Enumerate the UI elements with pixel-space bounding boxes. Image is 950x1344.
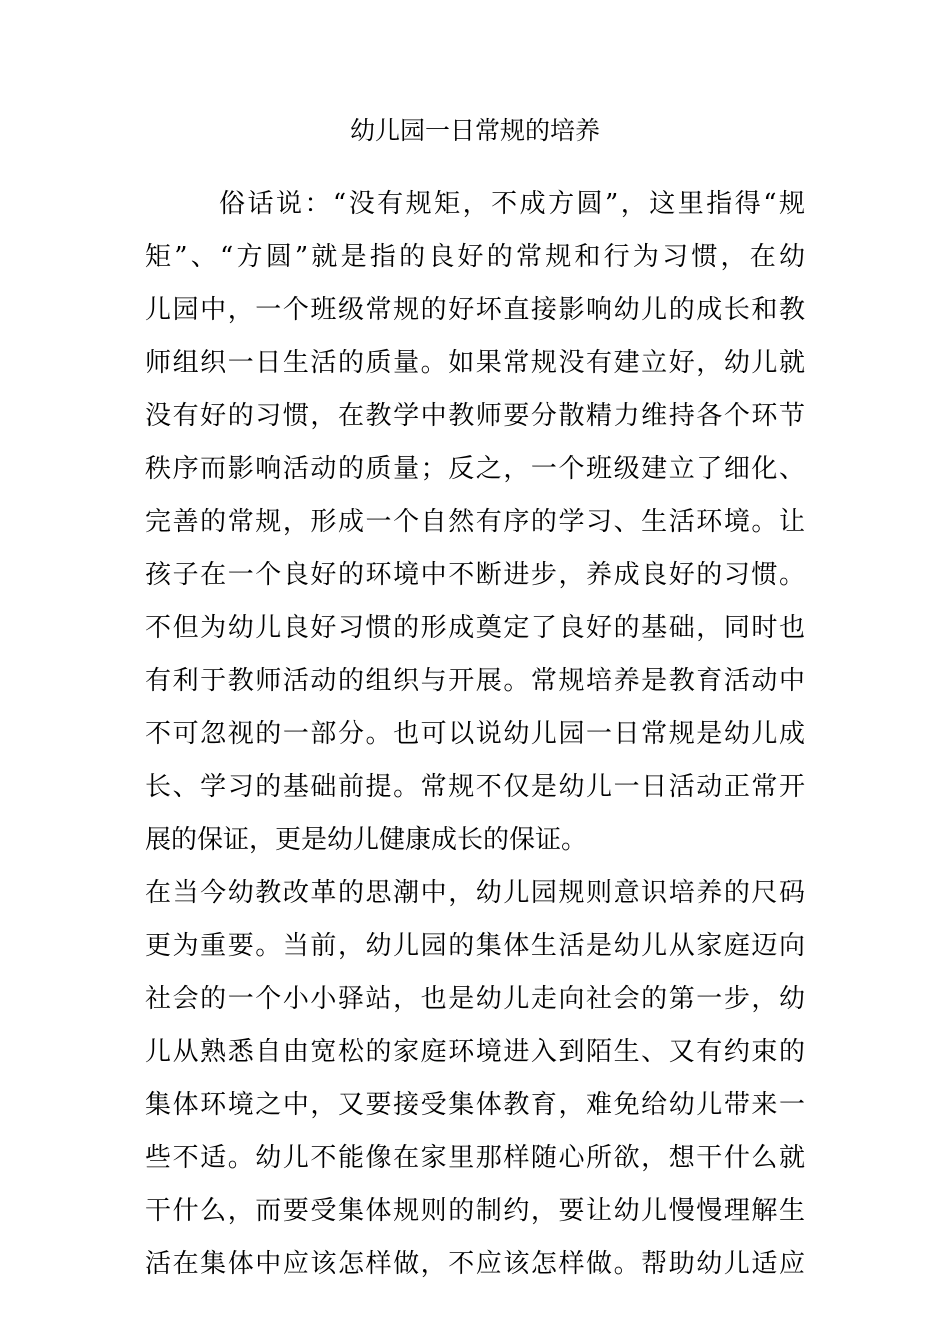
- paragraph-line: 有利于教师活动的组织与开展。常规培养是教育活动中: [145, 666, 805, 696]
- paragraph-line: 展的保证，更是幼儿健康成长的保证。: [145, 825, 588, 855]
- paragraph-line: 不可忽视的一部分。也可以说幼儿园一日常规是幼儿成: [145, 719, 805, 749]
- paragraph-line: 儿园中，一个班级常规的好坏直接影响幼儿的成长和教: [145, 295, 805, 325]
- paragraph-line: 更为重要。当前，幼儿园的集体生活是幼儿从家庭迈向: [145, 931, 805, 961]
- paragraph-line: 矩”、“方圆”就是指的良好的常规和行为习惯，在幼: [145, 242, 805, 272]
- document-body: [145, 178, 805, 1291]
- paragraph-line: 俗话说：“没有规矩，不成方圆”，这里指得“规: [219, 189, 805, 219]
- paragraph-line: 师组织一日生活的质量。如果常规没有建立好，幼儿就: [145, 348, 805, 378]
- paragraph-line: 没有好的习惯，在教学中教师要分散精力维持各个环节: [145, 401, 805, 431]
- paragraph-line: 活在集体中应该怎样做，不应该怎样做。帮助幼儿适应: [145, 1249, 805, 1279]
- paragraph-line: 完善的常规，形成一个自然有序的学习、生活环境。让: [145, 507, 805, 537]
- paragraph-line: 集体环境之中，又要接受集体教育，难免给幼儿带来一: [145, 1090, 805, 1120]
- paragraph-line: 在当今幼教改革的思潮中，幼儿园规则意识培养的尺码: [145, 878, 805, 908]
- paragraph-line: 干什么，而要受集体规则的制约，要让幼儿慢慢理解生: [145, 1196, 805, 1226]
- paragraph-line: 不但为幼儿良好习惯的形成奠定了良好的基础，同时也: [145, 613, 805, 643]
- paragraph-line: 儿从熟悉自由宽松的家庭环境进入到陌生、又有约束的: [145, 1037, 805, 1067]
- paragraph-line: 孩子在一个良好的环境中不断进步，养成良好的习惯。: [145, 560, 805, 590]
- paragraph-line: 社会的一个小小驿站，也是幼儿走向社会的第一步，幼: [145, 984, 805, 1014]
- paragraph-line: 长、学习的基础前提。常规不仅是幼儿一日活动正常开: [145, 772, 805, 802]
- document-title: 幼儿园一日常规的培养: [349, 116, 600, 145]
- paragraph-line: 秩序而影响活动的质量；反之，一个班级建立了细化、: [145, 454, 805, 484]
- paragraph-line: 些不适。幼儿不能像在家里那样随心所欲，想干什么就: [145, 1143, 805, 1173]
